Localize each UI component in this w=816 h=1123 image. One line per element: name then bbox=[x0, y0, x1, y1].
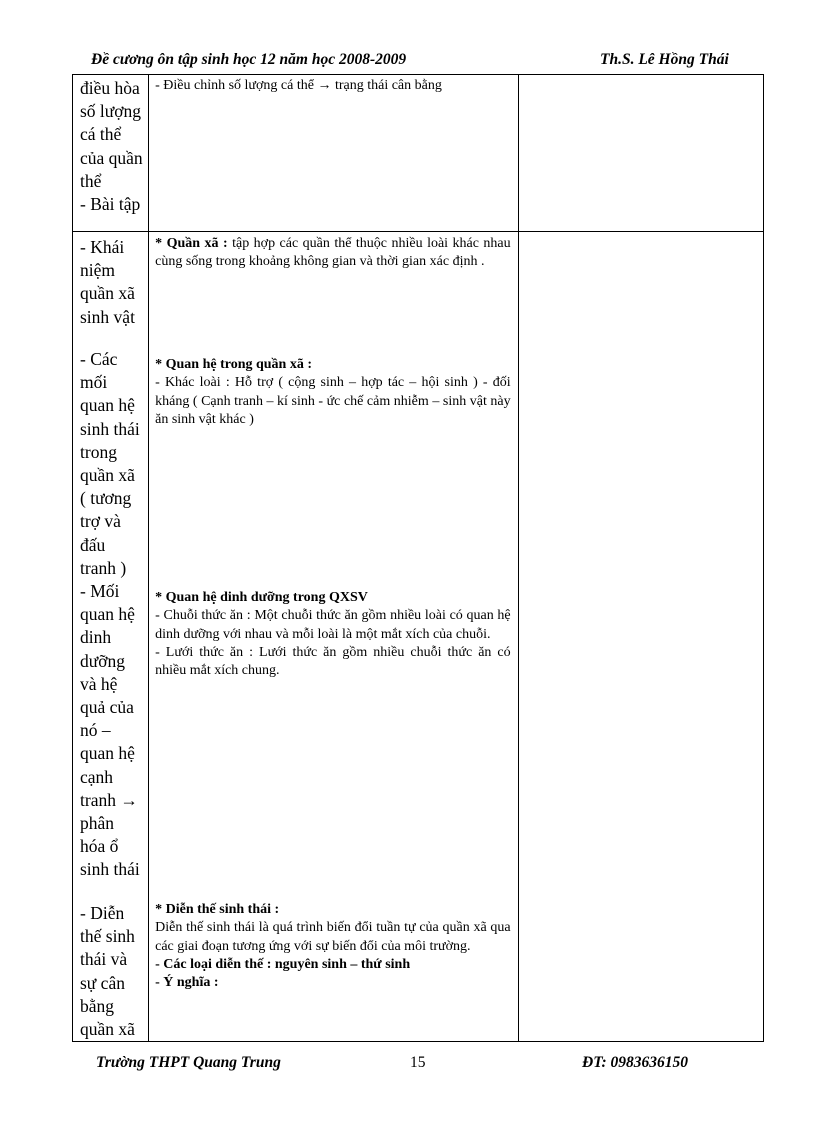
topic-line: - Khái bbox=[80, 237, 125, 257]
section-text: - Các loại diễn thế : nguyên sinh – thứ sinh bbox=[155, 956, 411, 972]
section-text: tập hợp các quần thể thuộc nhiều loài khác nhau cùng sống trong khoảng không gian và thời gian xác định . bbox=[155, 236, 511, 270]
section-text: - Lưới thức ăn : Lưới thức ăn gồm nhiều chuỗi thức ăn có nhiều mắt xích chung. bbox=[155, 644, 511, 679]
table-row bbox=[73, 75, 764, 232]
section-relations bbox=[155, 356, 511, 589]
topic-line: trợ và bbox=[80, 511, 121, 532]
topic-line: quần xã bbox=[80, 283, 135, 304]
section-community bbox=[155, 235, 511, 356]
section-title: * Diễn thế sinh thái : bbox=[155, 902, 280, 917]
topic-line: của quần bbox=[80, 147, 143, 168]
topic-line: tranh ) bbox=[80, 557, 127, 578]
notes-cell bbox=[518, 232, 763, 1042]
content-line: - Điều chỉnh số lượng cá thể → trạng thái cân bằng bbox=[155, 78, 442, 93]
topic-line: sinh thái bbox=[80, 859, 140, 880]
topic-line: quần xã bbox=[80, 465, 135, 486]
page-number: 15 bbox=[410, 1054, 426, 1071]
topic-group-succession bbox=[80, 902, 144, 1041]
topic-line: dinh bbox=[80, 627, 112, 648]
topic-line: quần xã bbox=[80, 1019, 135, 1040]
topic-cell bbox=[73, 232, 149, 1042]
topic-line: - Diễn bbox=[80, 903, 125, 924]
topic-line: - Mối bbox=[80, 581, 120, 602]
topic-line: phân bbox=[80, 813, 115, 834]
topic-line: thế sinh bbox=[80, 926, 135, 947]
topic-line: quả của bbox=[80, 697, 134, 718]
content-cell bbox=[149, 75, 519, 232]
topic-line: đấu bbox=[80, 534, 106, 555]
section-succession bbox=[155, 901, 511, 992]
section-text: - Ý nghĩa : bbox=[155, 975, 219, 991]
section-text: - Chuỗi thức ăn : Một chuỗi thức ăn gồm nhiều loài có quan hệ dinh dưỡng với nhau và mỗi loài là một mắt xích của chuỗi. bbox=[155, 608, 511, 642]
topic-line: quan hệ bbox=[80, 395, 135, 416]
topic-line: nó – bbox=[80, 720, 111, 741]
section-food-chain bbox=[155, 589, 511, 901]
topic-line: dưỡng bbox=[80, 650, 125, 671]
topic-line: quan hệ bbox=[80, 604, 135, 625]
topic-line: quan hệ bbox=[80, 743, 135, 764]
footer-school: Trường THPT Quang Trung bbox=[96, 1054, 281, 1071]
topic-line: niệm bbox=[80, 260, 115, 281]
topic-line: thái và bbox=[80, 949, 128, 970]
topic-line: sinh vật bbox=[80, 306, 135, 327]
topic-line: ( tương bbox=[80, 488, 132, 509]
section-title: * Quan hệ dinh dưỡng trong QXSV bbox=[155, 590, 368, 605]
topic-line: sự cân bbox=[80, 972, 125, 993]
topic-line: bằng bbox=[80, 995, 115, 1016]
topic-line: và hệ bbox=[80, 673, 118, 694]
topic-group-relations bbox=[80, 348, 144, 580]
content-table bbox=[72, 74, 764, 1042]
footer-phone: ĐT: 0983636150 bbox=[582, 1054, 689, 1071]
topic-group-concept bbox=[80, 236, 144, 348]
notes-cell bbox=[518, 75, 763, 232]
topic-line: thể bbox=[80, 170, 102, 191]
topic-line: số lượng bbox=[80, 101, 142, 122]
section-text: - Khác loài : Hỗ trợ ( cộng sinh – hợp tác – hội sinh ) - đối kháng ( Cạnh tranh – kí sinh - ức chế cảm nhiễm – sinh vật này ăn sinh vật khác ) bbox=[155, 375, 511, 427]
topic-line: - Các bbox=[80, 349, 118, 369]
section-title: * Quan hệ trong quần xã : bbox=[155, 357, 313, 372]
topic-group-nutrition bbox=[80, 580, 144, 902]
topic-line: cạnh bbox=[80, 766, 114, 787]
topic-line: - Bài tập bbox=[80, 194, 141, 215]
topic-line: hóa ổ bbox=[80, 836, 119, 857]
topic-line: sinh thái bbox=[80, 418, 140, 439]
content-cell bbox=[149, 232, 519, 1042]
table-row bbox=[73, 232, 764, 1042]
section-text: Diễn thế sinh thái là quá trình biến đổi tuần tự của quần xã qua các giai đoạn tương ứng với sự biến đổi của môi trường. bbox=[155, 920, 511, 954]
topic-line: tranh → bbox=[80, 789, 138, 810]
topic-line: mối bbox=[80, 372, 108, 393]
topic-cell bbox=[73, 75, 149, 232]
topic-line: trong bbox=[80, 441, 117, 462]
section-title: * Quần xã : bbox=[155, 236, 228, 251]
topic-line: cá thể bbox=[80, 124, 122, 145]
page-header-title: Đề cương ôn tập sinh học 12 năm học 2008-2009 bbox=[91, 51, 407, 68]
page-header-author: Th.S. Lê Hồng Thái bbox=[600, 51, 729, 68]
topic-line: điều hòa bbox=[80, 78, 140, 98]
